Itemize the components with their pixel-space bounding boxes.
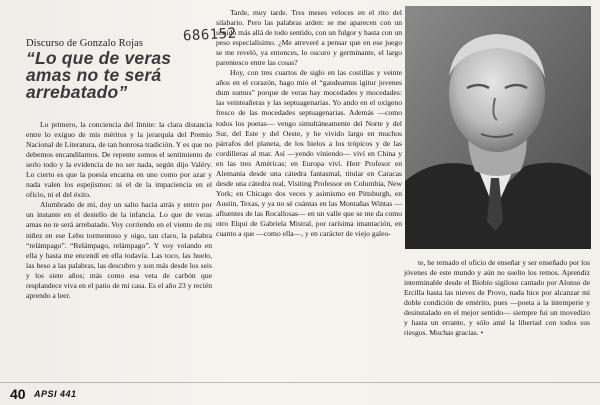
handwritten-archive-number: 686152	[182, 25, 237, 45]
paragraph: Tarde, muy tarde. Tres meses veloces en el rito del silabario. Pero las palabras arden: se me aparecen con un sonido más allá de todo sentido, con un fulgor y hasta con un peso especialísimo. ¿Me atreveré a pensar que en ese juego se me reveló, ya entonces, lo oscuro y germinante, el largo parentesco entre las cosas?	[216, 8, 402, 68]
portrait-illustration	[405, 6, 591, 249]
page-number: 40	[10, 386, 26, 402]
article-headline: “Lo que de veras amas no te será arrebatado”	[26, 48, 172, 102]
paragraph: Alumbrado de mí, doy un salto hacia atrás y entro por un instante en el destello de la infancia. Lo que de veras amas no te será arrebatado. Voy corriendo en el viento de mi niñez en ese Lebu tormentoso y oigo, tan claro, la palabra “relámpago”. “Relámpago, relámpago”. Y voy volando en ella y hasta me encendí en ella todavía. Las toco, las huelo, las beso a las palabras, las descubro y son más desde los seis y los siete años; más como esa veta de carbón que resplandece viva en el patio de mi casa. Es el año 23 y recién aprendo a leer.	[26, 200, 212, 300]
text-column-2	[216, 8, 402, 380]
paragraph: Lo primero, la conciencia del límite: la clara distancia entre lo exiguo de mis méritos y la jerarquía del Premio Nacional de Literatura, de tan honrosa tradición. Y es que no debemos encandilarnos. De repente somos el sentimiento de serlo todo y la evidencia de no ser nada, según dijo Valéry. Lo cierto es que la poesía encarna en uno como por azar y nada valen los espejismos: ni el de la impaciencia en el oficio, ni el del éxito.	[26, 120, 212, 200]
magazine-name: APSI 441	[34, 389, 77, 399]
text-column-3	[404, 258, 590, 380]
text-column-1	[26, 120, 212, 376]
portrait-photo	[405, 6, 591, 249]
article-kicker: Discurso de Gonzalo Rojas	[26, 38, 144, 49]
paragraph: Hoy, con tres cuartos de siglo en las costillas y veinte años en el corazón, hago mío el “gaudeamus igitur juvenes dum sumus” porque de veras hay mocedades y mocedades: las veinteañeras y las septuagenarias. Yo ando en el oxígeno fresco de las mocedades septuagenarias. Además —como todos los poetas— vengo simultáneamente del Norte y del Sur, del Este y del Oeste, y he vivido largo en muchos párrafos del planeta, de los hielos a los trópicos y de las cordilleras al mar. Así —yendo viniendo— viví en China y en las tres Américas; en Europa viví. Herr Profesor en Alemania desde una cátedra fantasmal, titular en Caracas desde una cátedra real, Visiting Professor en Columbia, New York; en Chicago dos veces y asimismo en Pittsburgh, en Austin, Texas, y ya no sé cuántas en las Montañas Wintas —afluentes de las Rocallosas— en un valle que se me da como otro Elqui de Gabriela Mistral, por rarísima imantación, en cuanto a que —como ella—, y en carácter de viejo galeo-	[216, 68, 402, 239]
footer-rule	[0, 382, 600, 383]
paragraph: te, he remado el oficio de enseñar y ser enseñado por los jóvenes de este mundo y aún no suelto los remos. Aprendiz interminable desde el Biobío sigiloso cantado por Alonso de Ercilla hasta las nieves de Provo, nada hice por alcanzar mi doble condición de emérito, pues —poeta a la intemperie y desinstalado en el mejor sentido— siempre fui un movedizo y hasta un errante, y sólo amé la libertad con todos sus riesgos. Muchas gracias. •	[404, 258, 590, 338]
